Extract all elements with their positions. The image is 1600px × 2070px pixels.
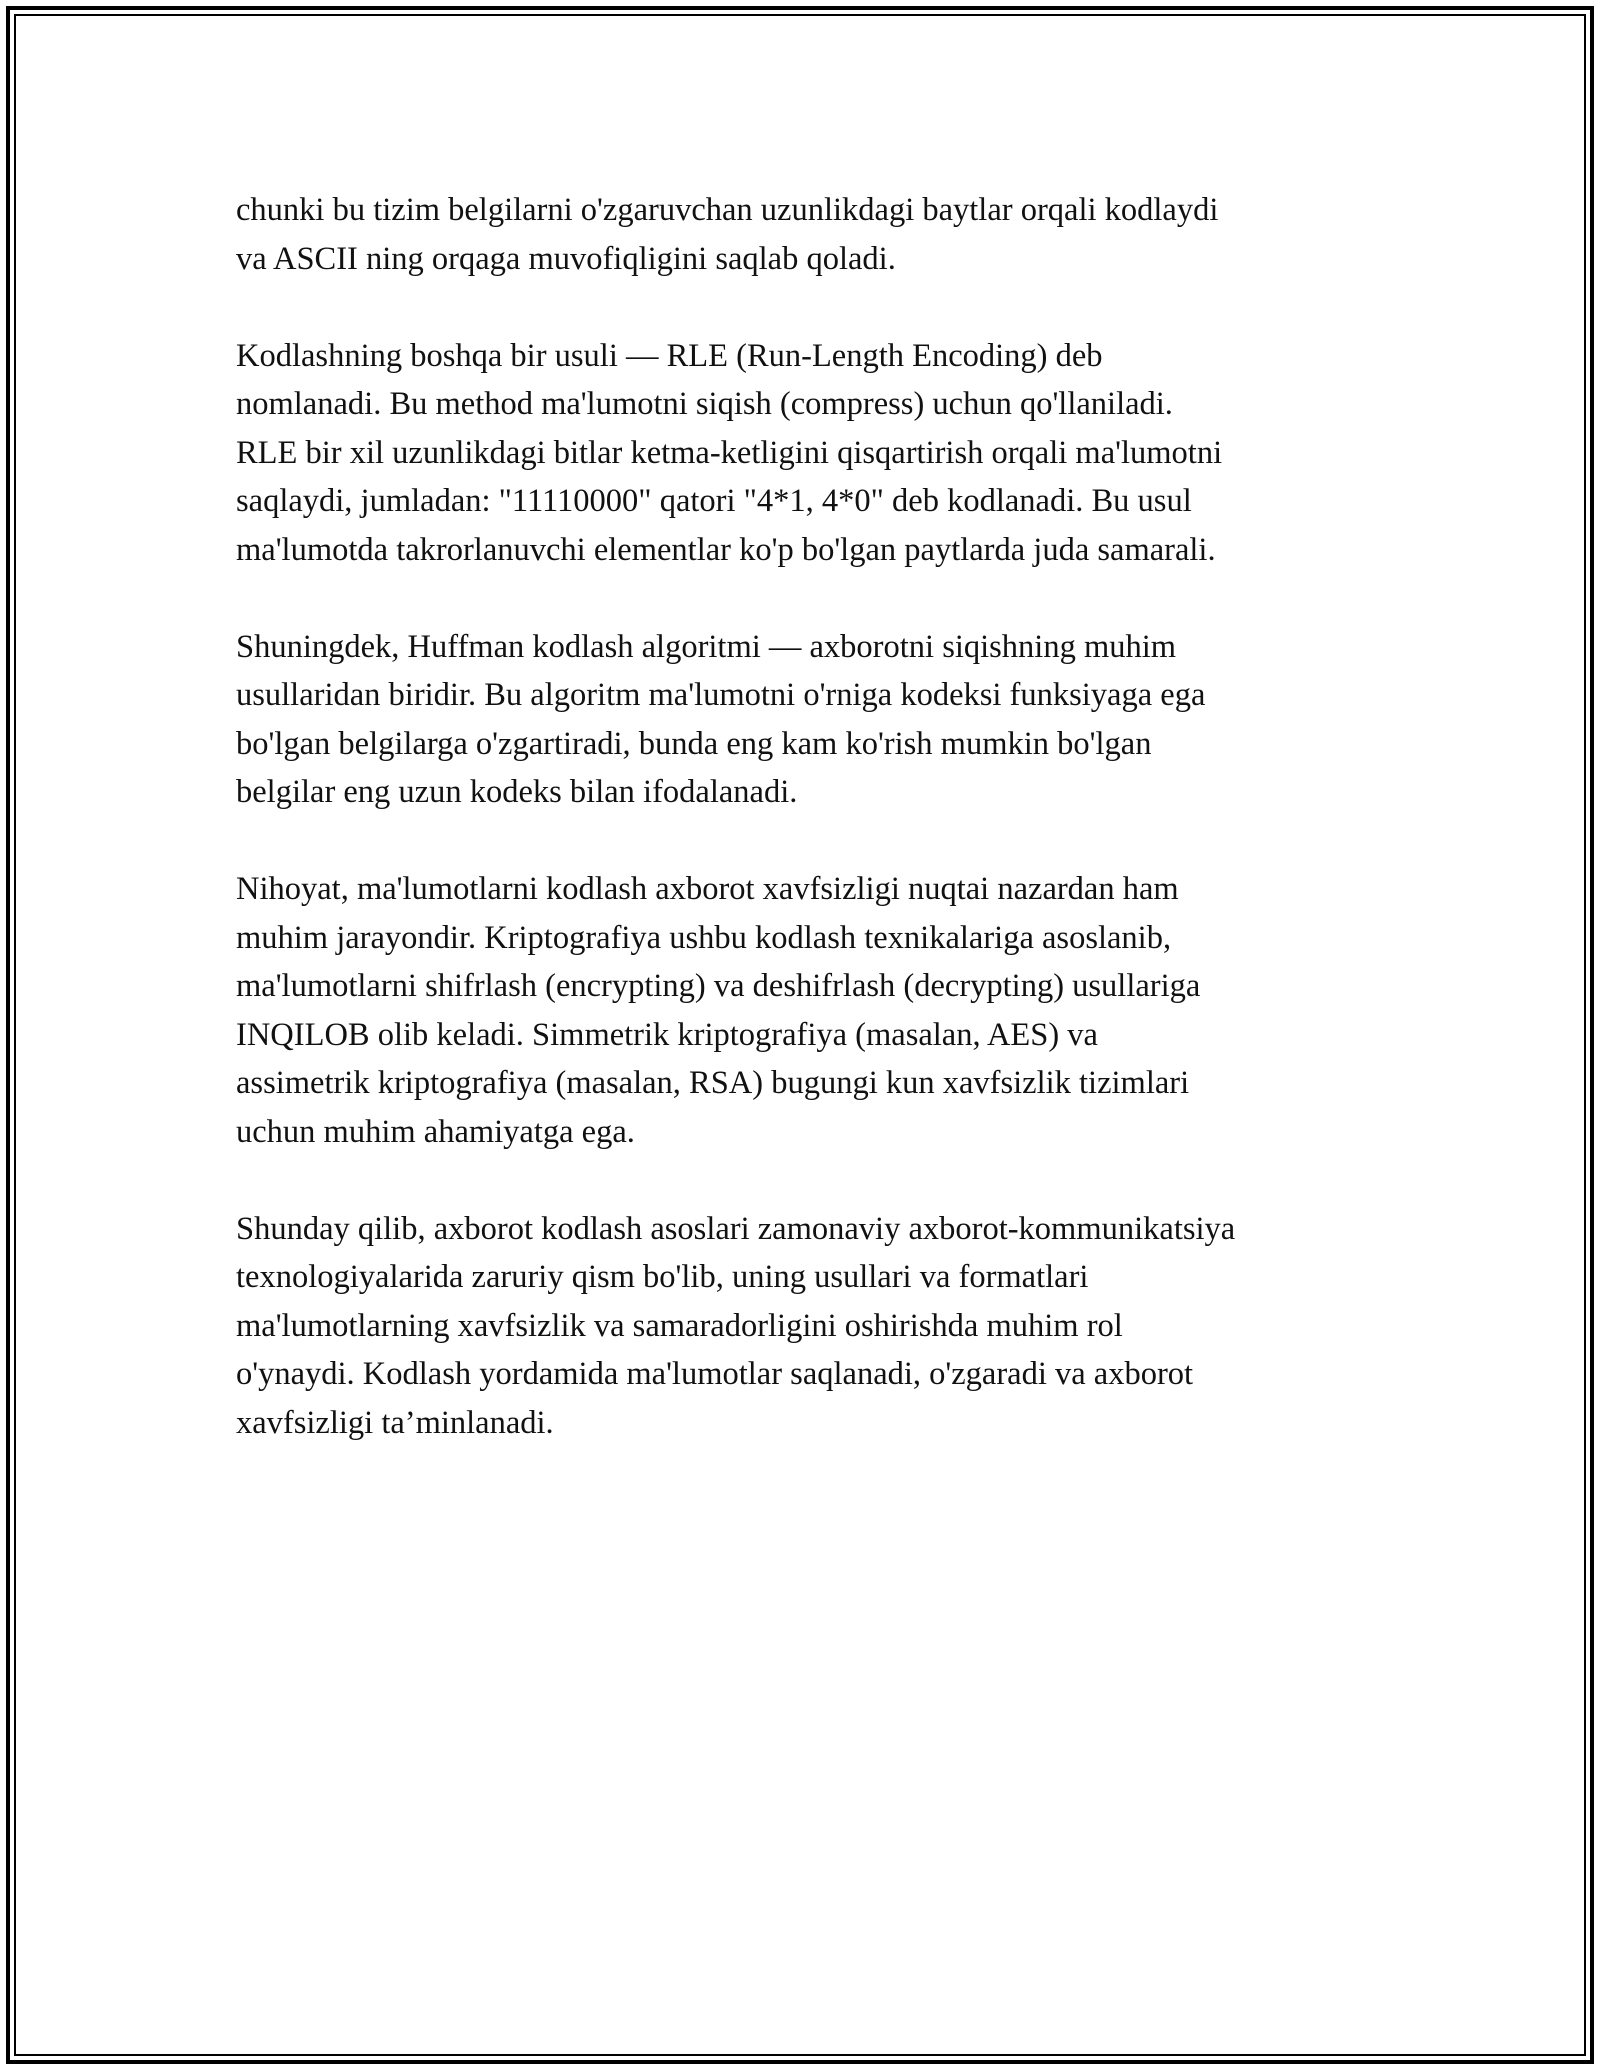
paragraph-huffman: Shuningdek, Huffman kodlash algoritmi — axborotni siqishning muhim usullaridan biridir. Bu algoritm ma'lumotni o'rniga kodeksi funksiyaga ega bo'lgan belgilarga o'zgartiradi, bunda eng kam ko'rish mumkin bo'lgan belgilar eng uzun kodeks bilan ifodalanadi.	[236, 628, 1206, 810]
paragraph-utf8-continuation: chunki bu tizim belgilarni o'zgaruvchan uzunlikdagi baytlar orqali kodlaydi va ASCII ning orqaga muvofiqligini saqlab qoladi.	[236, 192, 1219, 277]
document-body	[236, 186, 1406, 1496]
paragraph-cryptography: Nihoyat, ma'lumotlarni kodlash axborot xavfsizligi nuqtai nazardan ham muhim jarayondir. Kriptografiya ushbu kodlash texnikalariga asoslanib, ma'lumotlarni shifrlash (encrypting) va deshifrlash (decrypting) usullariga INQILOB olib keladi. Simmetrik kriptografiya (masalan, AES) va assimetrik kriptografiya (masalan, RSA) bugungi kun xavfsizlik tizimlari uchun muhim ahamiyatga ega.	[236, 871, 1201, 1150]
paragraph-conclusion: Shunday qilib, axborot kodlash asoslari zamonaviy axborot-kommunikatsiya texnologiyalarida zaruriy qism bo'lib, uning usullari va formatlari ma'lumotlarning xavfsizlik va samaradorligini oshirishda muhim rol o'ynaydi. Kodlash yordamida ma'lumotlar saqlanadi, o'zgaradi va axborot xavfsizligi ta’minlanadi.	[236, 1210, 1236, 1441]
paragraph-rle: Kodlashning boshqa bir usuli — RLE (Run-Length Encoding) deb nomlanadi. Bu method ma'lumotni siqish (compress) uchun qo'llaniladi. RLE bir xil uzunlikdagi bitlar ketma-ketligini qisqartirish orqali ma'lumotni saqlaydi, jumladan: "11110000" qatori "4*1, 4*0" deb kodlanadi. Bu usul ma'lumotda takrorlanuvchi elementlar ko'p bo'lgan paytlarda juda samarali.	[236, 337, 1223, 568]
